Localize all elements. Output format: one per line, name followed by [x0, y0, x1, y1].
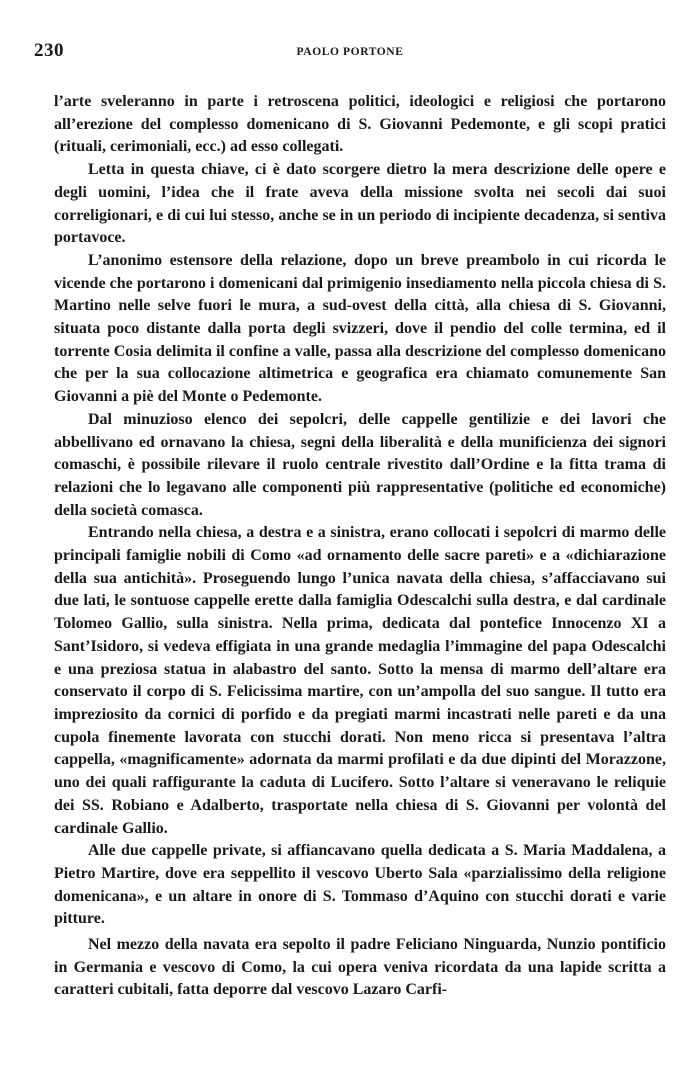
- paragraph: Dal minuzioso elenco dei sepolcri, delle cappelle gentilizie e dei lavori che abbellivano ed ornavano la chiesa, segni della liberalità e della munificienza dei signori comaschi, è possibile rilevare il ruolo centrale rivestito dall’Ordine e la fitta trama di relazioni che lo legavano alle componenti più rappresentative (politiche ed economiche) della società comasca.: [54, 410, 666, 519]
- paragraph: Nel mezzo della navata era sepolto il padre Feliciano Ninguarda, Nunzio pontificio in Germania e vescovo di Como, la cui opera veniva ricordata da una lapide scritta a caratteri cubitali, fatta deporre dal vescovo Lazaro Carfi-: [54, 936, 666, 999]
- paragraph: L’anonimo estensore della relazione, dopo un breve preambolo in cui ricorda le vicende che portarono i domenicani dal primigenio insediamento nella piccola chiesa di S. Martino nelle selve fuori le mura, a sud-ovest della città, alla chiesa di S. Giovanni, situata poco distante dalla porta degli svizzeri, dove il pendio del colle termina, ed il torrente Cosia delimita il confine a valle, passa alla descrizione del complesso domenicano che per la sua collocazione altimetrica e geografica era chiamato comunemente San Giovanni a piè del Monte o Pedemonte.: [54, 251, 666, 406]
- paragraph: Entrando nella chiesa, a destra e a sinistra, erano collocati i sepolcri di marmo delle principali famiglie nobili di Como «ad ornamento delle sacre pareti» e a «dichiarazione della sua antichità». Proseguendo lungo l’unica navata della chiesa, s’affacciavano sui due lati, le sontuose cappelle erette dalla famiglia Odescalchi sulla destra, e dal cardinale Tolomeo Gallio, sulla sinistra. Nella prima, dedicata dal pontefice Innocenzo XI a Sant’Isidoro, si vedeva effigiata in una grande medaglia l’immagine del papa Odescalchi e una preziosa statua in alabastro del santo. Sotto la mensa di marmo dell’altare era conservato il corpo di S. Felicissima martire, con un’ampolla del suo sangue. Il tutto era impreziosito da cornici di porfido e da pregiati marmi incastrati nelle pareti e da una cupola finemente lavorata con stucchi dorati. Non meno ricca si presentava l’altra cappella, «magnificamente» adornata da marmi profilati e da due dipinti del Morazzone, uno dei quali raffigurante la caduta di Lucifero. Sotto l’altare si veneravano le reliquie dei SS. Robiano e Adalberto, trasportate nella chiesa di S. Giovanni per volontà del cardinale Gallio.: [54, 524, 666, 837]
- paragraph: l’arte sveleranno in parte i retroscena politici, ideologici e religiosi che portarono all’erezione del complesso domenicano di S. Giovanni Pedemonte, e gli scopi pratici (rituali, cerimoniali, ecc.) ad esso collegati.: [54, 93, 666, 156]
- paragraph: Letta in questa chiave, ci è dato scorgere dietro la mera descrizione delle opere e degli uomini, l’idea che il frate aveva della missione svolta nei secoli dai suoi correligionari, e di cui lui stesso, anche se in un periodo di incipiente decadenza, si sentiva portavoce.: [54, 161, 666, 247]
- body-text: [54, 91, 666, 1002]
- page-number: 230: [34, 40, 64, 61]
- paragraph: Alle due cappelle private, si affiancavano quella dedicata a S. Maria Maddalena, a Pietro Martire, dove era seppellito il vescovo Uberto Sala «parzialissimo della religione domenicana», e un altare in onore di S. Tommaso d’Aquino con stucchi dorati e varie pitture.: [54, 842, 666, 928]
- running-head: PAOLO PORTONE: [296, 46, 404, 58]
